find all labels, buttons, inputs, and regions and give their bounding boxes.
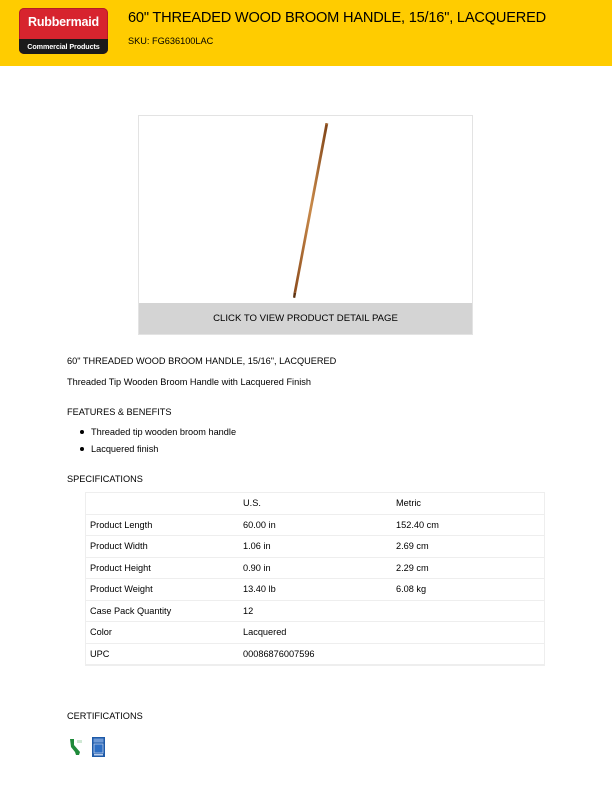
page-header bbox=[0, 0, 612, 66]
table-cell: Product Height bbox=[85, 557, 238, 579]
table-cell: Case Pack Quantity bbox=[85, 600, 238, 622]
table-row bbox=[85, 600, 545, 622]
california-prop65-icon bbox=[68, 737, 83, 757]
table-header-cell: Metric bbox=[391, 493, 545, 515]
table-cell bbox=[391, 643, 545, 665]
table-cell: 13.40 lb bbox=[238, 579, 391, 601]
sku-label: SKU: FG636100LAC bbox=[128, 36, 214, 46]
logo-subline: Commercial Products bbox=[19, 39, 108, 54]
features-list bbox=[80, 426, 236, 460]
table-cell: 152.40 cm bbox=[391, 514, 545, 536]
rubbermaid-logo bbox=[19, 8, 108, 54]
table-cell: 2.69 cm bbox=[391, 536, 545, 558]
table-cell bbox=[391, 600, 545, 622]
specifications-table bbox=[85, 492, 545, 665]
table-cell: 00086876007596 bbox=[238, 643, 391, 665]
table-cell: 60.00 in bbox=[238, 514, 391, 536]
page-title: 60" THREADED WOOD BROOM HANDLE, 15/16", LACQUERED bbox=[128, 10, 546, 26]
blue-certification-badge-icon bbox=[92, 737, 105, 757]
table-row bbox=[85, 579, 545, 601]
table-cell: Product Weight bbox=[85, 579, 238, 601]
table-cell: 12 bbox=[238, 600, 391, 622]
table-row bbox=[85, 536, 545, 558]
table-cell: Product Length bbox=[85, 514, 238, 536]
table-cell: 2.29 cm bbox=[391, 557, 545, 579]
features-heading: FEATURES & BENEFITS bbox=[67, 407, 172, 417]
specifications-heading: SPECIFICATIONS bbox=[67, 474, 143, 484]
logo-brand: Rubbermaid bbox=[28, 15, 99, 29]
list-item: Lacquered finish bbox=[80, 443, 236, 460]
table-cell: 1.06 in bbox=[238, 536, 391, 558]
table-header-cell bbox=[85, 493, 238, 515]
table-cell: 0.90 in bbox=[238, 557, 391, 579]
table-cell: Color bbox=[85, 622, 238, 644]
table-cell: UPC bbox=[85, 643, 238, 665]
broom-handle-image bbox=[139, 116, 472, 304]
table-cell: Product Width bbox=[85, 536, 238, 558]
table-cell: Lacquered bbox=[238, 622, 391, 644]
table-header-row bbox=[85, 493, 545, 515]
product-description: Threaded Tip Wooden Broom Handle with Lacquered Finish bbox=[67, 377, 311, 387]
view-product-detail-button[interactable]: CLICK TO VIEW PRODUCT DETAIL PAGE bbox=[139, 303, 472, 334]
list-item: Threaded tip wooden broom handle bbox=[80, 426, 236, 443]
table-cell: 6.08 kg bbox=[391, 579, 545, 601]
certifications-heading: CERTIFICATIONS bbox=[67, 711, 143, 721]
product-name: 60" THREADED WOOD BROOM HANDLE, 15/16", LACQUERED bbox=[67, 356, 337, 366]
table-row bbox=[85, 622, 545, 644]
table-row bbox=[85, 643, 545, 665]
table-header-cell: U.S. bbox=[238, 493, 391, 515]
product-image-card[interactable] bbox=[138, 115, 473, 335]
table-row bbox=[85, 557, 545, 579]
table-row bbox=[85, 514, 545, 536]
table-cell bbox=[391, 622, 545, 644]
